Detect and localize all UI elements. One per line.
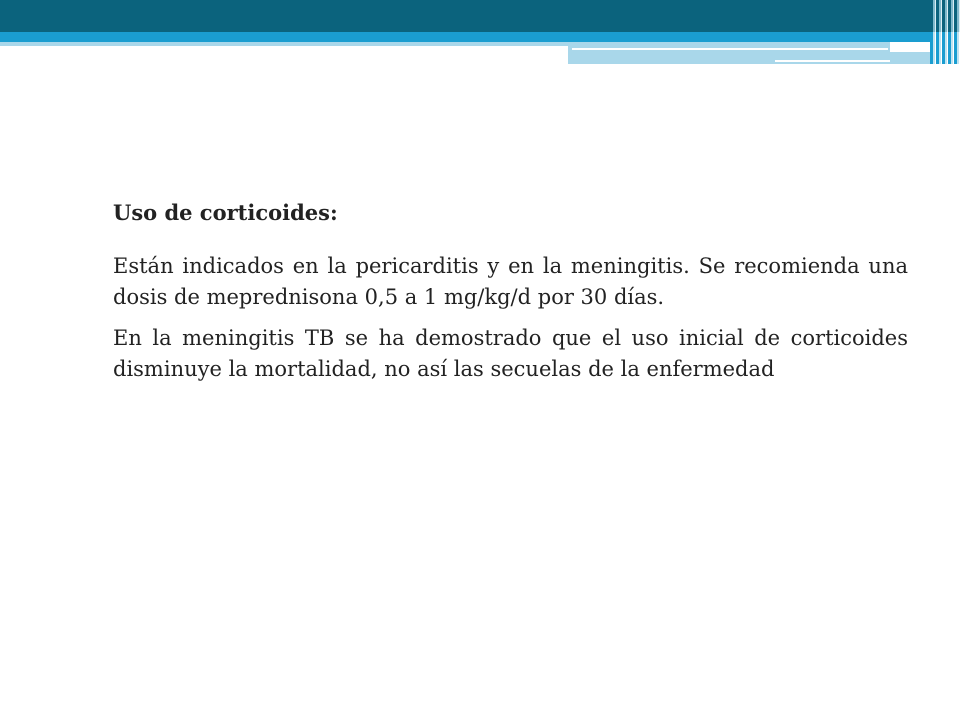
paragraph-indications: Están indicados en la pericarditis y en la meningitis. Se recomienda una dosis de meprednisona 0,5 a 1 mg/kg/d por 30 días.	[113, 254, 908, 310]
header-tab-light	[568, 42, 890, 52]
header-divider-line-lower	[775, 60, 890, 62]
slide-content	[113, 200, 908, 395]
slide-heading: Uso de corticoides:	[113, 200, 338, 225]
header-tab-light-lower	[568, 52, 940, 64]
paragraph-meningitis: En la meningitis TB se ha demostrado que el uso inicial de corticoides disminuye la mortalidad, no así las secuelas de la enfermedad	[113, 326, 908, 382]
header-divider-line	[572, 48, 888, 50]
header-band-light	[0, 42, 570, 46]
header-band-blue	[0, 32, 960, 42]
header-band-dark	[0, 0, 960, 32]
header-stripes-top	[930, 0, 960, 32]
